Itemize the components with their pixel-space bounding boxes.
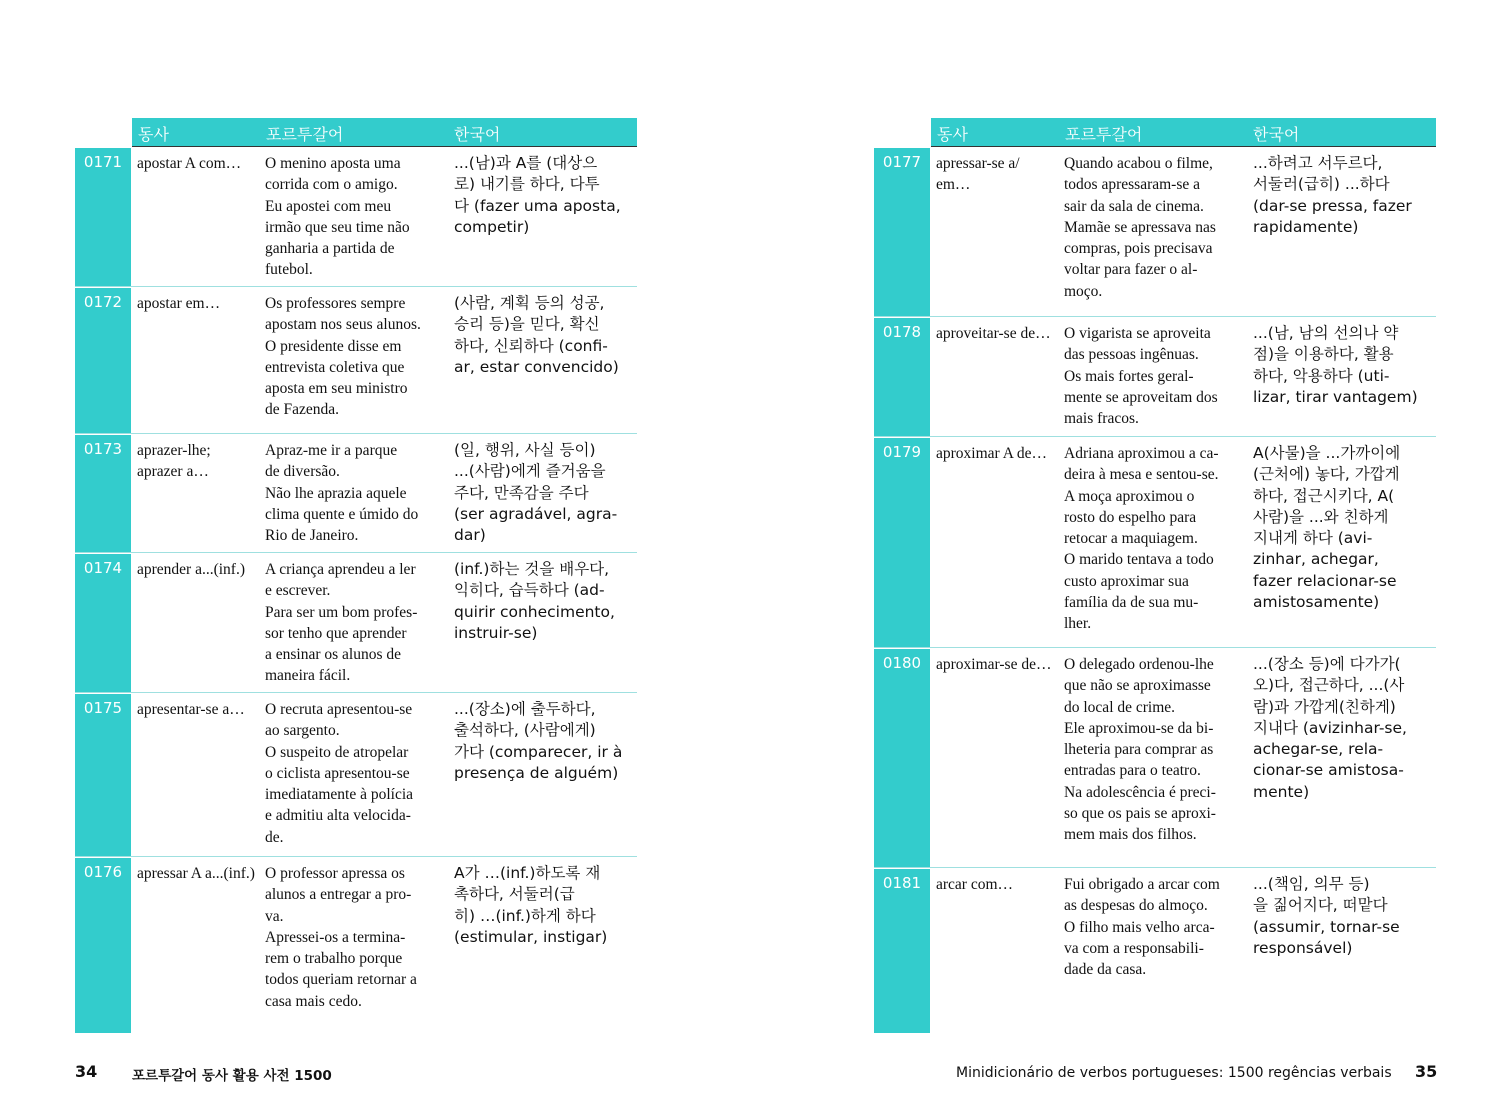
entry-number: 0178 [874, 318, 930, 436]
entry-verb: apresentar-se a… [137, 701, 245, 718]
header-portuguese: 포르투갈어 [1065, 125, 1143, 144]
row-divider [75, 692, 637, 693]
row-divider [874, 316, 1436, 317]
entry-korean-meaning: A가 …(inf.)하도록 재 촉하다, 서둘러(급 히) …(inf.)하게 하다 (estimular, instigar) [454, 864, 608, 946]
entry-number: 0171 [75, 148, 131, 286]
entry-portuguese-example: Os professores sempre apostam nos seus alunos. O presidente disse em entrevista coletiva que aposta em seu ministro de Fazenda. [265, 295, 421, 419]
entry-row [874, 869, 1436, 1033]
entry-row [75, 435, 637, 552]
table-header [132, 118, 637, 147]
row-divider [75, 433, 637, 434]
entry-portuguese-example: A criança aprendeu a ler e escrever. Para ser um bom profes- sor tenho que aprender a ensinar os alunos de maneira fácil. [265, 561, 418, 685]
running-title: Minidicionário de verbos portugueses: 1500 regências verbais [956, 1065, 1392, 1081]
header-verb: 동사 [138, 125, 169, 144]
entry-portuguese-example: Quando acabou o filme, todos apressaram-se a sair da sala de cinema. Mamãe se apressava nas compras, pois precisava voltar para fazer o al- moço. [1064, 155, 1216, 300]
page-number: 34 [75, 1062, 98, 1081]
page-number: 35 [1415, 1062, 1438, 1081]
entry-number: 0172 [75, 288, 131, 434]
entry-verb: apostar em… [137, 295, 221, 312]
entry-number: 0180 [874, 649, 930, 867]
row-divider [874, 647, 1436, 648]
row-divider [75, 552, 637, 553]
entry-portuguese-example: Adriana aproximou a ca- deira à mesa e sentou-se. A moça aproximou o rosto do espelho para retocar a maquiagem. O marido tentava a todo custo aproximar sua família da de sua mu- lher. [1064, 445, 1219, 633]
table-header [931, 118, 1436, 147]
entry-korean-meaning: A(사물)을 ...가까이에 (근처에) 놓다, 가깝게 하다, 접근시키다, A( 사람)을 ...와 친하게 지내게 하다 (avi- zinhar, achegar, fazer relacionar-se amistosamente) [1253, 444, 1401, 612]
entry-verb: aproximar A de… [936, 445, 1048, 462]
entry-number: 0177 [874, 148, 930, 316]
row-divider [874, 867, 1436, 868]
entry-row [75, 694, 637, 856]
entry-number: 0181 [874, 869, 930, 1033]
entry-korean-meaning: ...(장소 등)에 다가가( 오)다, 접근하다, ...(사 람)과 가깝게(친하게) 지내다 (avizinhar-se, achegar-se, rela- cionar-se amistosa- mente) [1253, 655, 1407, 801]
entry-korean-meaning: ...(남, 남의 선의나 약 점)을 이용하다, 활용 하다, 악용하다 (uti- lizar, tirar vantagem) [1253, 324, 1418, 406]
entry-row [874, 438, 1436, 647]
row-divider [75, 286, 637, 287]
entry-row [75, 554, 637, 692]
entry-row [75, 148, 637, 286]
entry-verb: aproveitar-se de… [936, 325, 1051, 342]
entry-portuguese-example: O delegado ordenou-lhe que não se aproximasse do local de crime. Ele aproximou-se da bi- lheteria para comprar as entradas para o teatro. Na adolescência é preci- so que os pais se aproxi- mem mais dos filhos. [1064, 656, 1216, 844]
entry-korean-meaning: (일, 행위, 사실 등이) ...(사람)에게 즐거움을 주다, 만족감을 주다 (ser agradável, agra- dar) [454, 441, 618, 545]
entry-number: 0174 [75, 554, 131, 692]
entry-korean-meaning: (inf.)하는 것을 배우다, 익히다, 습득하다 (ad- quirir conhecimento, instruir-se) [454, 560, 615, 642]
right-page [756, 0, 1512, 1111]
entry-row [874, 318, 1436, 436]
entry-row [874, 148, 1436, 316]
entry-portuguese-example: Apraz-me ir a parque de diversão. Não lhe aprazia aquele clima quente e úmido do Rio de Janeiro. [265, 442, 419, 545]
entry-portuguese-example: O professor apressa os alunos a entregar a pro- va. Apressei-os a termina- rem o trabalho porque todos queriam retornar a casa mais cedo. [265, 865, 417, 1010]
entry-number: 0175 [75, 694, 131, 856]
entry-row [75, 288, 637, 434]
entry-portuguese-example: O vigarista se aproveita das pessoas ingênuas. Os mais fortes geral- mente se aproveitam dos mais fracos. [1064, 325, 1218, 428]
entry-verb: apressar A a...(inf.) [137, 865, 255, 882]
entry-verb: aprender a...(inf.) [137, 561, 246, 578]
header-verb: 동사 [937, 125, 968, 144]
entry-korean-meaning: ...(남)과 A를 (대상으 로) 내기를 하다, 다투 다 (fazer uma aposta, competir) [454, 154, 621, 236]
entry-verb: aprazer-lhe; aprazer a… [137, 442, 211, 481]
entry-number: 0173 [75, 435, 131, 552]
header-portuguese: 포르투갈어 [266, 125, 344, 144]
entry-row [75, 858, 637, 1033]
entry-number: 0176 [75, 858, 131, 1033]
row-divider [874, 436, 1436, 437]
entry-korean-meaning: (사람, 계획 등의 성공, 승리 등)을 믿다, 확신 하다, 신뢰하다 (confi- ar, estar convencido) [454, 294, 619, 376]
entry-portuguese-example: Fui obrigado a arcar com as despesas do almoço. O filho mais velho arca- va com a responsabili- dade da casa. [1064, 876, 1220, 979]
entry-verb: arcar com… [936, 876, 1014, 893]
entry-portuguese-example: O menino aposta uma corrida com o amigo. Eu apostei com meu irmão que seu time não ganharia a partida de futebol. [265, 155, 410, 279]
header-korean: 한국어 [454, 125, 501, 144]
entry-korean-meaning: ...(장소)에 출두하다, 출석하다, (사람에게) 가다 (comparecer, ir à presença de alguém) [454, 700, 623, 782]
running-title: 포르투갈어 동사 활용 사전 1500 [132, 1068, 332, 1084]
header-korean: 한국어 [1253, 125, 1300, 144]
entry-korean-meaning: ...(책임, 의무 등) 을 짊어지다, 떠맡다 (assumir, tornar-se responsável) [1253, 875, 1400, 957]
entry-verb: apressar-se a/ em… [936, 155, 1020, 194]
entry-verb: apostar A com… [137, 155, 242, 172]
entry-verb: aproximar-se de… [936, 656, 1052, 673]
entry-portuguese-example: O recruta apresentou-se ao sargento. O suspeito de atropelar o ciclista apresentou-se imediatamente à polícia e admitiu alta velocida- de. [265, 701, 414, 846]
entry-number: 0179 [874, 438, 930, 647]
row-divider [75, 856, 637, 857]
entry-korean-meaning: ...하려고 서두르다, 서둘러(급히) ...하다 (dar-se pressa, fazer rapidamente) [1253, 154, 1412, 236]
entry-row [874, 649, 1436, 867]
